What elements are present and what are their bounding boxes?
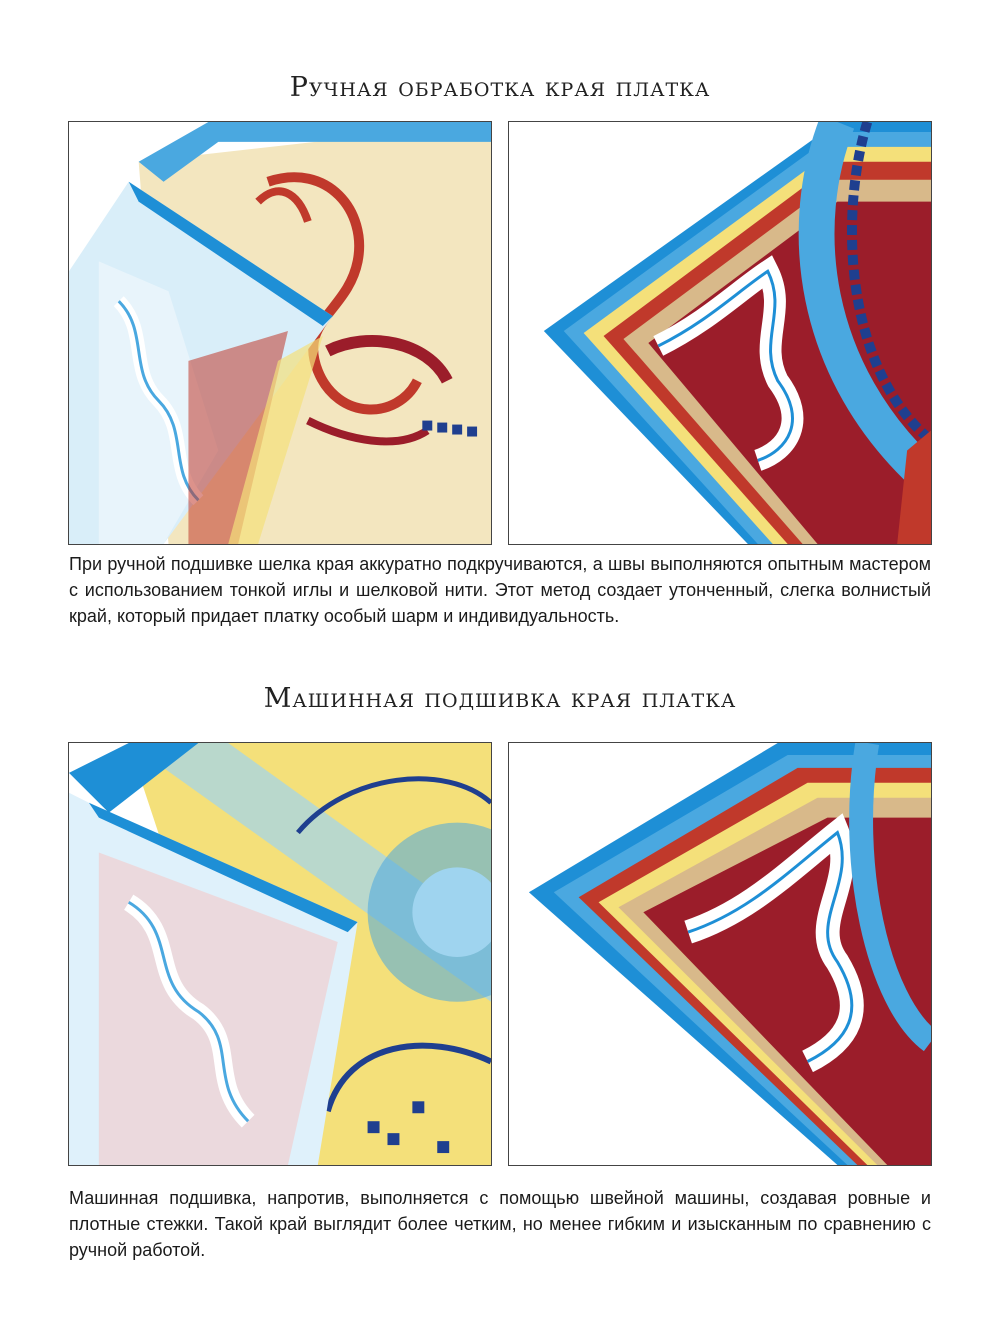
photo-hand-hem-corner [508,121,932,545]
section-title-hand: Ручная обработка края платка [289,72,711,103]
scarf-hand-corner-image [509,122,931,544]
machine-hem-description: Машинная подшивка, напротив, выполняется с помощью швейной машины, создавая ровные и плотные стежки. Такой край выглядит более четким, но менее гибким и изысканным по сравнению с ручной работой. [69,1188,931,1260]
scarf-machine-corner-image [509,743,931,1165]
section-title-machine: Машинная подшивка края платка [263,683,737,714]
scarf-machine-folded-image [69,743,491,1165]
photo-machine-hem-corner [508,742,932,1166]
scarf-hand-folded-image [69,122,491,544]
photo-hand-hem-folded [68,121,492,545]
photo-machine-hem-folded [68,742,492,1166]
hand-hem-description: При ручной подшивке шелка края аккуратно подкручиваются, а швы выполняются опытным мастером с использованием тонкой иглы и шелковой нити. Этот метод создает утонченный, слегка волнистый край, который придает платку особый шарм и индивидуальность. [69,554,931,626]
